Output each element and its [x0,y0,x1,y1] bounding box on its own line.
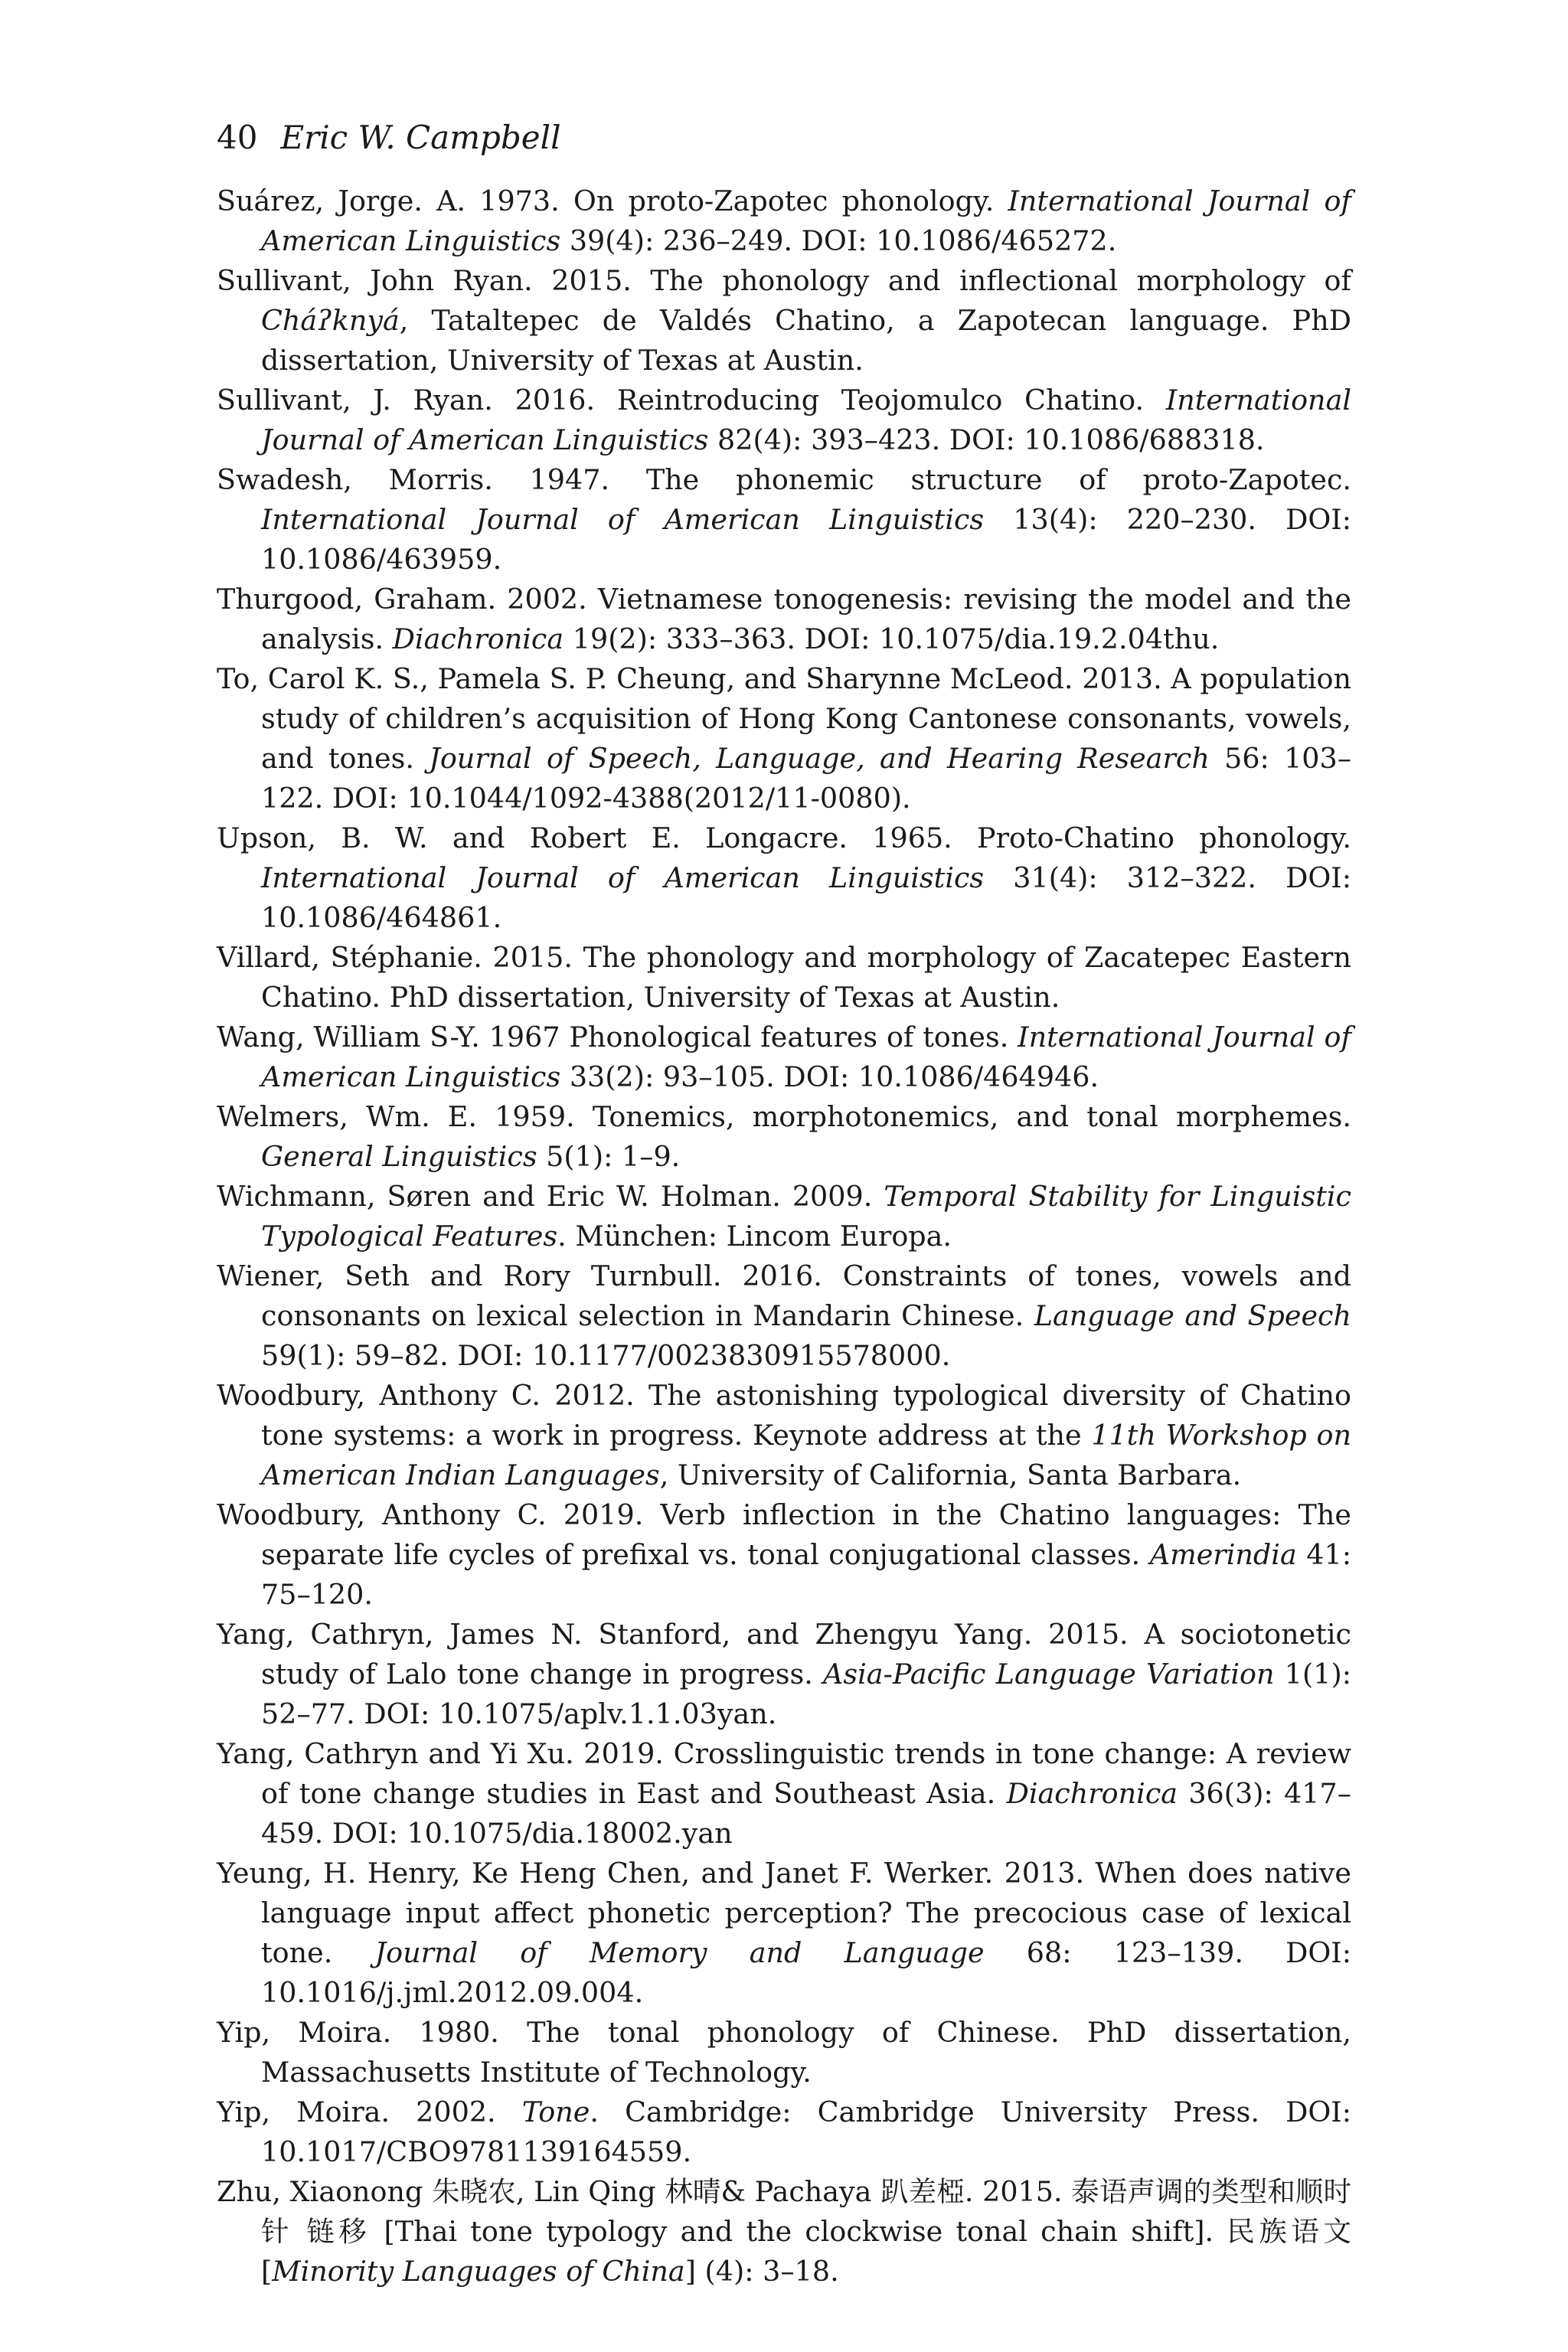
reference-entry [217,659,1351,818]
reference-text: Woodbury, Anthony C. 2012. The astonishing typological diversity of Chatino tone systems: a work in progress. Keynote address at the [217,1379,1351,1452]
reference-entry [217,460,1351,580]
reference-text: 13(4): 220–230. DOI: 10.1086/463959. [261,503,1352,576]
reference-entry [217,1018,1351,1097]
reference-text: Sullivant, John Ryan. 2015. The phonology and inflectional morphology of [217,264,1351,297]
reference-entry [217,938,1351,1018]
reference-text: . München: Lincom Europa. [557,1220,952,1253]
reference-text: Wichmann, Søren and Eric W. Holman. 2009. [217,1180,884,1213]
reference-text: Villard, Stéphanie. 2015. The phonology and morphology of Zacatepec Eastern Chatino. PhD dissertation, University of Texas at Austin. [217,941,1351,1014]
reference-entry [217,2172,1351,2292]
reference-text: , University of California, Santa Barbara. [659,1459,1242,1491]
reference-entry [217,1256,1351,1376]
reference-entry [217,261,1351,381]
reference-text: Woodbury, Anthony C. 2019. Verb inflection in the Chatino languages: The separate life cycles of prefixal vs. tonal conjugational classes. [217,1498,1351,1571]
reference-italic-title: Amerindia [1149,1538,1297,1571]
reference-text: Sullivant, J. Ryan. 2016. Reintroducing Teojomulco Chatino. [217,384,1166,416]
running-head-author: Eric W. Campbell [280,119,561,156]
reference-text: Thurgood, Graham. 2002. Vietnamese tonogenesis: revising the model and the analysis. [217,583,1351,655]
reference-italic-title: International Journal of American Linguistics [261,1021,1351,1093]
reference-text: Suárez, Jorge. A. 1973. On proto-Zapotec phonology. [217,185,1008,217]
reference-text: 82(4): 393–423. DOI: 10.1086/688318. [708,423,1265,456]
reference-text: 68: 123–139. DOI: 10.1016/j.jml.2012.09.004. [261,1936,1351,2009]
reference-text: . Cambridge: Cambridge University Press. DOI: 10.1017/CBO9781139164559. [261,2096,1351,2168]
reference-italic-title: Temporal Stability for Linguistic Typological Features [261,1180,1351,1253]
reference-text: Yang, Cathryn and Yi Xu. 2019. Crosslinguistic trends in tone change: A review of tone change studies in East and Southeast Asia. [217,1737,1351,1810]
reference-text: 33(2): 93–105. DOI: 10.1086/464946. [560,1060,1099,1093]
running-head [217,115,561,161]
reference-text: Yeung, H. Henry, Ke Heng Chen, and Janet F. Werker. 2013. When does native language input affect phonetic perception? The precocious case of lexical tone. [217,1857,1351,1969]
reference-text: 5(1): 1–9. [537,1140,681,1173]
reference-italic-title: Minority Languages of China [272,2255,685,2288]
reference-text: 36(3): 417–459. DOI: 10.1075/dia.18002.yan [261,1777,1351,1850]
reference-entry [217,580,1351,659]
reference-text: 59(1): 59–82. DOI: 10.1177/0023830915578000. [261,1339,951,1372]
reference-italic-title: 11th Workshop on American Indian Languages [261,1419,1351,1491]
reference-entry [217,381,1351,460]
reference-text: 39(4): 236–249. DOI: 10.1086/465272. [560,224,1117,257]
reference-text: ] (4): 3–18. [684,2255,839,2288]
reference-text: 19(2): 333–363. DOI: 10.1075/dia.19.2.04thu. [564,622,1220,655]
reference-entry [217,1854,1351,2013]
reference-list [217,181,1351,2292]
reference-italic-title: Diachronica [1006,1777,1178,1810]
page-number: 40 [217,119,258,156]
reference-text: 31(4): 312–322. DOI: 10.1086/464861. [261,861,1352,934]
reference-text: Yang, Cathryn, James N. Stanford, and Zhengyu Yang. 2015. A sociotonetic study of Lalo tone change in progress. [217,1618,1351,1690]
reference-italic-title: Journal of Speech, Language, and Hearing Research [429,742,1210,775]
reference-italic-title: Tone [521,2096,590,2128]
reference-italic-title: Journal of Memory and Language [374,1936,985,1969]
reference-italic-title: International Journal of American Linguistics [261,185,1351,257]
reference-italic-title: Cháʔknyá [261,304,400,337]
reference-italic-title: International Journal of American Linguistics [261,861,985,894]
reference-text: , Tataltepec de Valdés Chatino, a Zapotecan language. PhD dissertation, University of Texas at Austin. [261,304,1351,377]
reference-italic-title: General Linguistics [261,1140,537,1173]
reference-italic-title: Diachronica [392,622,564,655]
reference-text: Yip, Moira. 2002. [217,2096,522,2128]
reference-entry [217,1734,1351,1854]
reference-text: Yip, Moira. 1980. The tonal phonology of Chinese. PhD dissertation, Massachusetts Institute of Technology. [217,2016,1351,2089]
reference-italic-title: International Journal of American Linguistics [261,384,1351,456]
reference-italic-title: International Journal of American Linguistics [261,503,985,536]
reference-entry [217,2013,1351,2092]
reference-text: Wiener, Seth and Rory Turnbull. 2016. Constraints of tones, vowels and consonants on lexical selection in Mandarin Chinese. [217,1259,1351,1332]
reference-text: Zhu, Xiaonong 朱晓农, Lin Qing 林晴& Pachaya 趴差椏. 2015. 泰语声调的类型和顺时针 链移 [Thai tone typology and the clockwise tonal chain shift]. 民族语文 [ [217,2175,1351,2288]
reference-entry [217,181,1351,261]
reference-italic-title: Asia-Pacific Language Variation [823,1658,1275,1690]
reference-text: Upson, B. W. and Robert E. Longacre. 1965. Proto-Chatino phonology. [217,822,1351,854]
reference-entry [217,1615,1351,1734]
reference-entry [217,1177,1351,1256]
reference-entry [217,818,1351,938]
reference-entry [217,1376,1351,1495]
reference-text: To, Carol K. S., Pamela S. P. Cheung, and Sharynne McLeod. 2013. A population study of children’s acquisition of Hong Kong Cantonese consonants, vowels, and tones. [217,662,1351,775]
reference-text: Swadesh, Morris. 1947. The phonemic structure of proto-Zapotec. [217,463,1351,496]
reference-text: Welmers, Wm. E. 1959. Tonemics, morphotonemics, and tonal morphemes. [217,1100,1351,1133]
reference-text: 56: 103–122. DOI: 10.1044/1092-4388(2012/11-0080). [261,742,1351,815]
reference-text: 1(1): 52–77. DOI: 10.1075/aplv.1.1.03yan. [261,1658,1352,1730]
reference-text: Wang, William S-Y. 1967 Phonological features of tones. [217,1021,1018,1054]
reference-italic-title: Language and Speech [1034,1299,1351,1332]
reference-text: 41: 75–120. [261,1538,1351,1611]
reference-entry [217,1097,1351,1177]
reference-entry [217,2092,1351,2172]
reference-entry [217,1495,1351,1615]
